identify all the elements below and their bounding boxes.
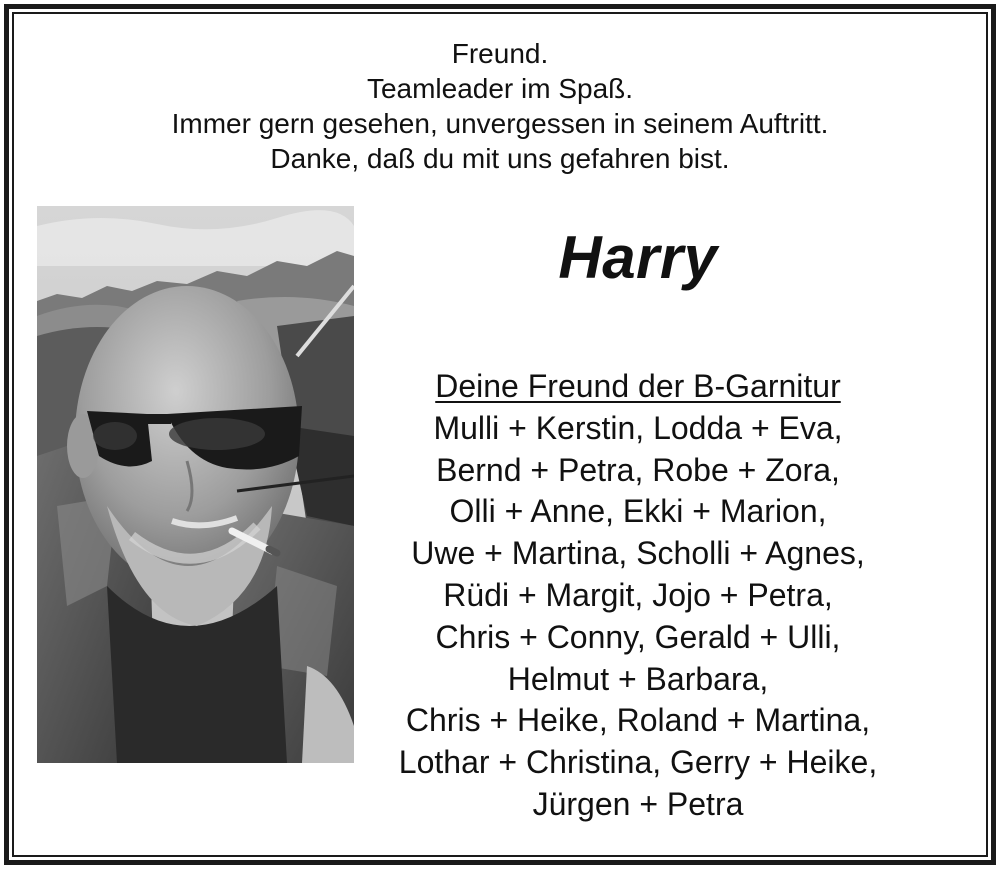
intro-line: Freund. [451, 38, 549, 69]
signature-line: Rüdi + Margit, Jojo + Petra, [443, 576, 833, 613]
intro-line: Immer gern gesehen, unvergessen in seinem Auftritt. [171, 108, 829, 139]
signature-line: Uwe + Martina, Scholli + Agnes, [411, 535, 865, 572]
signature-line: Chris + Heike, Roland + Martina, [405, 702, 871, 739]
signature-line: Chris + Conny, Gerald + Ulli, [435, 618, 841, 655]
signature-heading: Deine Freund der B-Garnitur [435, 368, 841, 404]
portrait-illustration [37, 206, 354, 763]
intro-line: Danke, daß du mit uns gefahren bist. [270, 143, 730, 174]
signature-line: Lothar + Christina, Gerry + Heike, [398, 744, 878, 781]
signature-block [372, 366, 904, 826]
intro-text [0, 36, 1000, 176]
intro-line: Teamleader im Spaß. [366, 73, 634, 104]
signature-line: Helmut + Barbara, [507, 660, 769, 697]
portrait-photo [37, 206, 354, 763]
deceased-name: Harry [558, 224, 718, 291]
signature-line: Bernd + Petra, Robe + Zora, [436, 451, 840, 488]
signature-line: Olli + Anne, Ekki + Marion, [449, 493, 827, 530]
signature-line: Jürgen + Petra [532, 785, 744, 822]
signature-line: Mulli + Kerstin, Lodda + Eva, [433, 409, 843, 446]
